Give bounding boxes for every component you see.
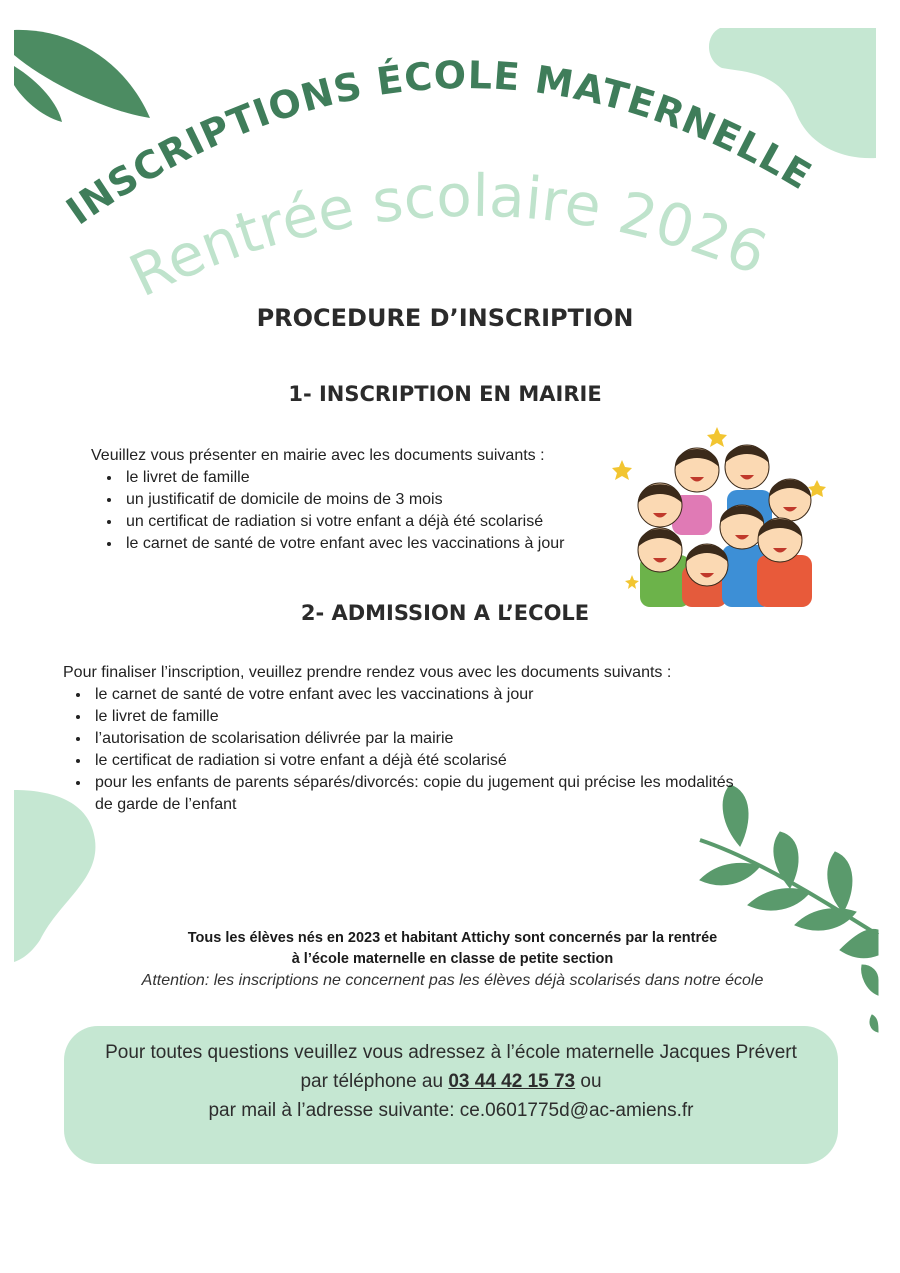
list-item: • le livret de famille xyxy=(122,467,564,489)
subtitle-rentree: Rentrée scolaire 2026 xyxy=(119,161,777,311)
list-item: • un certificat de radiation si votre enfant a déjà été scolarisé xyxy=(122,511,564,533)
list-item: • un justificatif de domicile de moins de 3 mois xyxy=(122,489,564,511)
branch-decoration xyxy=(700,785,878,1032)
notice-line-1: Tous les élèves nés en 2023 et habitant Attichy sont concernés par la rentrée xyxy=(187,930,718,946)
section1-heading: 1- INSCRIPTION EN MAIRIE xyxy=(288,382,602,406)
children-illustration xyxy=(612,425,842,610)
notice-line-2: à l’école maternelle en classe de petite section xyxy=(291,951,614,967)
list-item: • le livret de famille xyxy=(91,706,751,728)
section2-intro: Pour finaliser l’inscription, veuillez prendre rendez vous avec les documents suivants : xyxy=(63,664,672,681)
section1-list xyxy=(100,467,564,555)
notice-block xyxy=(0,928,900,991)
contact-box xyxy=(64,1026,838,1164)
phone-prefix: par téléphone au xyxy=(300,1071,444,1092)
section1-intro: Veuillez vous présenter en mairie avec les documents suivants : xyxy=(91,447,545,464)
list-item: • pour les enfants de parents séparés/divorcés: copie du jugement qui précise les modalités de garde de l’enfant xyxy=(91,772,751,816)
phone-suffix: ou xyxy=(580,1071,602,1092)
notice-attention: Attention: les inscriptions ne concernent pas les élèves déjà scolarisés dans notre école xyxy=(141,972,764,989)
list-item: • le carnet de santé de votre enfant avec les vaccinations à jour xyxy=(122,533,564,555)
phone-number-link[interactable]: 03 44 42 15 73 xyxy=(448,1071,576,1092)
list-item: • le certificat de radiation si votre enfant a déjà été scolarisé xyxy=(91,750,751,772)
list-item: • le carnet de santé de votre enfant avec les vaccinations à jour xyxy=(91,684,751,706)
contact-line-2 xyxy=(64,1067,838,1096)
section2-heading: 2- ADMISSION A L’ECOLE xyxy=(300,601,590,625)
arched-title xyxy=(0,0,900,320)
list-item: • l’autorisation de scolarisation délivrée par la mairie xyxy=(91,728,751,750)
contact-line-1: Pour toutes questions veuillez vous adressez à l’école maternelle Jacques Prévert xyxy=(105,1042,797,1063)
contact-email-line: par mail à l’adresse suivante: ce.0601775d@ac-amiens.fr xyxy=(208,1100,694,1121)
section2-list xyxy=(69,684,751,816)
main-title: INSCRIPTIONS ÉCOLE MATERNELLE xyxy=(58,52,820,234)
procedure-title: PROCEDURE D’INSCRIPTION xyxy=(256,304,634,332)
